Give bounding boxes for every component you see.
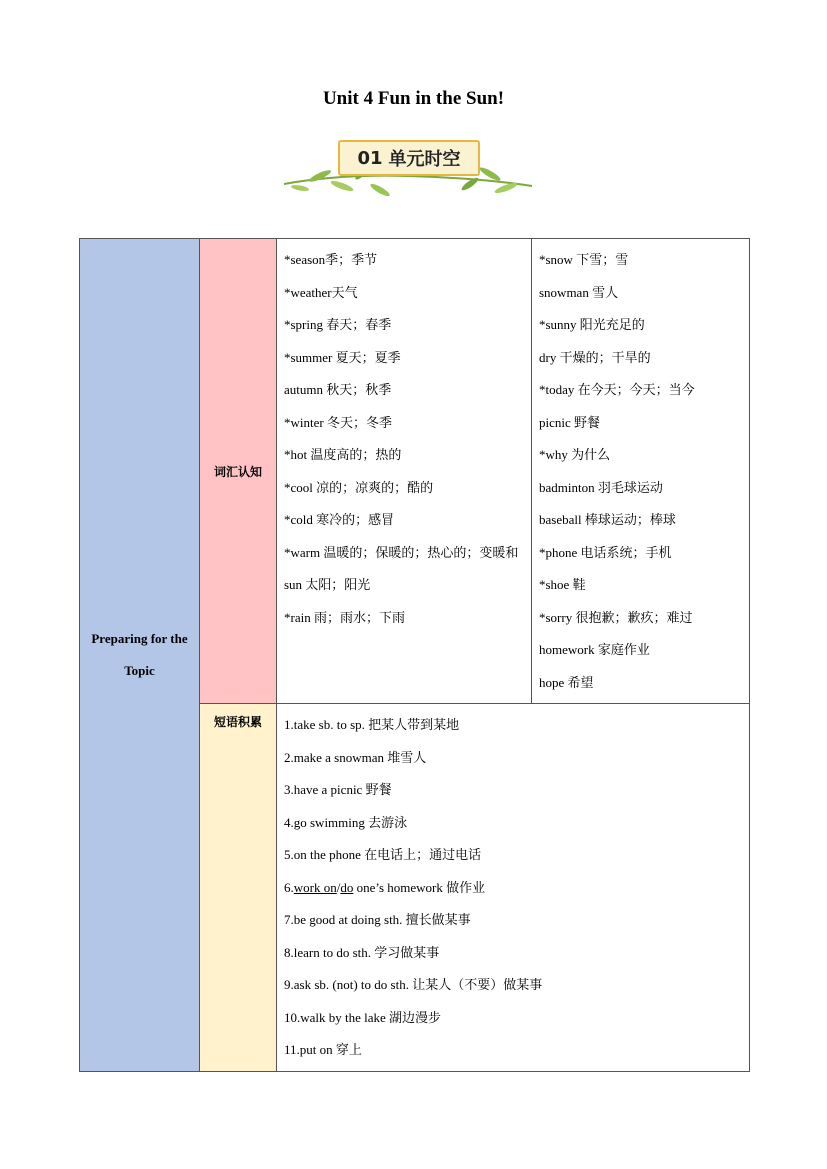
vocab-item: *spring 春天；春季 [284,317,392,332]
phrase-item: 1.take sb. to sp. 把某人带到某地 [284,717,460,732]
vocab-item: *snow 下雪；雪 [539,252,629,267]
vocab-item: autumn 秋天；秋季 [284,382,392,397]
phrase-prefix: 6. [284,879,294,895]
vocab-item: snowman 雪人 [539,284,619,300]
vocab-item: *why 为什么 [539,447,611,462]
vocab-item: *season季；季节 [284,252,378,267]
phrase-item: 4.go swimming 去游泳 [284,814,408,830]
phrase-item: 3.have a picnic 野餐 [284,782,392,797]
phrase-item [284,872,743,905]
phrase-header: 短语积累 [213,715,262,729]
vocab-item: *cool 凉的；凉爽的；酷的 [284,479,434,495]
vocab-item: *warm 温暖的；保暖的；热心的；变暖和 [284,544,519,560]
vocab-item: hope 希望 [539,674,594,690]
phrase-underlined: work on [293,879,337,895]
phrase-item: 7.be good at doing sth. 擅长做某事 [284,912,471,927]
vocab-right-column [532,239,750,704]
page-title: Unit 4 Fun in the Sun! [322,88,505,109]
vocab-item: picnic 野餐 [539,414,601,430]
phrase-suffix: one’s homework 做作业 [353,879,486,895]
phrase-list [277,704,750,1072]
vocab-item: *today 在今天；今天；当今 [539,382,695,397]
banner-number: 01 [357,147,383,169]
section-label-cell [80,239,200,1072]
vocab-item: baseball 棒球运动；棒球 [539,512,676,527]
phrase-item: 5.on the phone 在电话上；通过电话 [284,847,482,862]
vocab-item: sun 太阳；阳光 [284,577,371,592]
vocab-item: *shoe 鞋 [539,577,586,592]
vocab-item: *weather天气 [284,284,358,300]
vocab-item: *winter 冬天；冬季 [284,414,392,430]
vocab-item: *hot 温度高的；热的 [284,447,402,462]
vocab-header-cell [200,239,277,704]
phrase-header-cell [200,704,277,1072]
section-label: Preparing for the Topic [91,630,188,678]
vocab-item: homework 家庭作业 [539,642,650,657]
vocab-item: *cold 寒冷的；感冒 [284,512,395,527]
phrase-item: 9.ask sb. (not) to do sth. 让某人（不要）做某事 [284,977,543,992]
phrase-item: 8.learn to do sth. 学习做某事 [284,944,440,960]
section-banner [280,134,536,200]
vocab-item: *sorry 很抱歉；歉疚；难过 [539,609,693,625]
banner-label-box [338,140,480,176]
phrase-item: 10.walk by the lake 湖边漫步 [284,1009,442,1025]
banner-label: 单元时空 [388,149,461,170]
vocab-item: *phone 电话系统；手机 [539,544,672,560]
vocab-item: *rain 雨；雨水；下雨 [284,609,405,625]
vocab-item: *sunny 阳光充足的 [539,317,645,332]
vocab-item: *summer 夏天；夏季 [284,349,401,365]
vocab-left-column [277,239,532,704]
vocab-item: dry 干燥的；干旱的 [539,349,651,365]
phrase-item: 2.make a snowman 堆雪人 [284,749,427,765]
phrase-separator: / [336,879,341,895]
vocab-phrase-table [79,238,750,1072]
vocab-item: badminton 羽毛球运动 [539,479,663,495]
phrase-underlined: do [340,879,354,895]
vocab-header: 词汇认知 [213,464,262,479]
phrase-item: 11.put on 穿上 [284,1042,362,1057]
